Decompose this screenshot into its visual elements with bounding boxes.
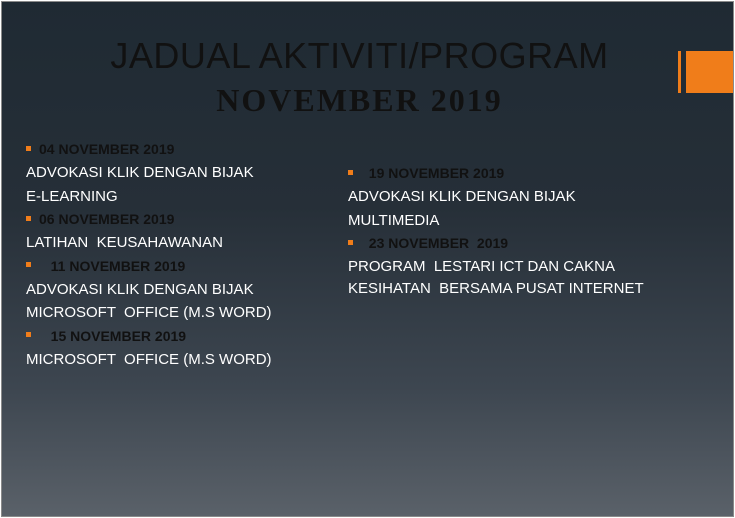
activity-line: ADVOKASI KLIK DENGAN BIJAK	[26, 164, 254, 181]
date-label: 15 NOVEMBER 2019	[39, 327, 187, 344]
schedule-date	[348, 162, 678, 185]
schedule-date	[26, 138, 336, 161]
schedule-date	[26, 255, 336, 278]
activity-line: MICROSOFT OFFICE (M.S WORD)	[26, 350, 272, 368]
slide-title: JADUAL AKTIVITI/PROGRAM	[110, 35, 609, 76]
activity-line: ADVOKASI KLIK DENGAN BIJAK	[348, 188, 576, 205]
bullet-icon	[348, 240, 353, 245]
slide	[1, 1, 734, 517]
slide-subtitle: NOVEMBER 2019	[216, 82, 503, 118]
activity-line: MULTIMEDIA	[348, 211, 440, 229]
bullet-icon	[26, 262, 31, 267]
bullet-icon	[26, 216, 31, 221]
date-label: 06 NOVEMBER 2019	[39, 211, 175, 227]
activity-line: KESIHATAN BERSAMA PUSAT INTERNET	[348, 279, 644, 297]
bullet-icon	[348, 170, 353, 175]
schedule-date	[26, 208, 336, 231]
right-column	[348, 162, 678, 298]
bullet-icon	[26, 146, 31, 151]
date-label: 19 NOVEMBER 2019	[361, 165, 505, 181]
activity-line: LATIHAN KEUSAHAWANAN	[26, 234, 223, 251]
left-column	[26, 138, 336, 371]
date-label: 23 NOVEMBER 2019	[361, 235, 509, 251]
schedule-date	[348, 232, 678, 255]
date-label: 11 NOVEMBER 2019	[39, 257, 186, 274]
schedule-date	[26, 325, 336, 348]
date-label: 04 NOVEMBER 2019	[39, 141, 175, 157]
activity-line: ADVOKASI KLIK DENGAN BIJAK	[26, 280, 254, 298]
activity-line: PROGRAM LESTARI ICT DAN CAKNA	[348, 258, 615, 275]
bullet-icon	[26, 332, 31, 337]
activity-line: E-LEARNING	[26, 187, 118, 205]
activity-line: MICROSOFT OFFICE (M.S WORD)	[26, 304, 272, 321]
